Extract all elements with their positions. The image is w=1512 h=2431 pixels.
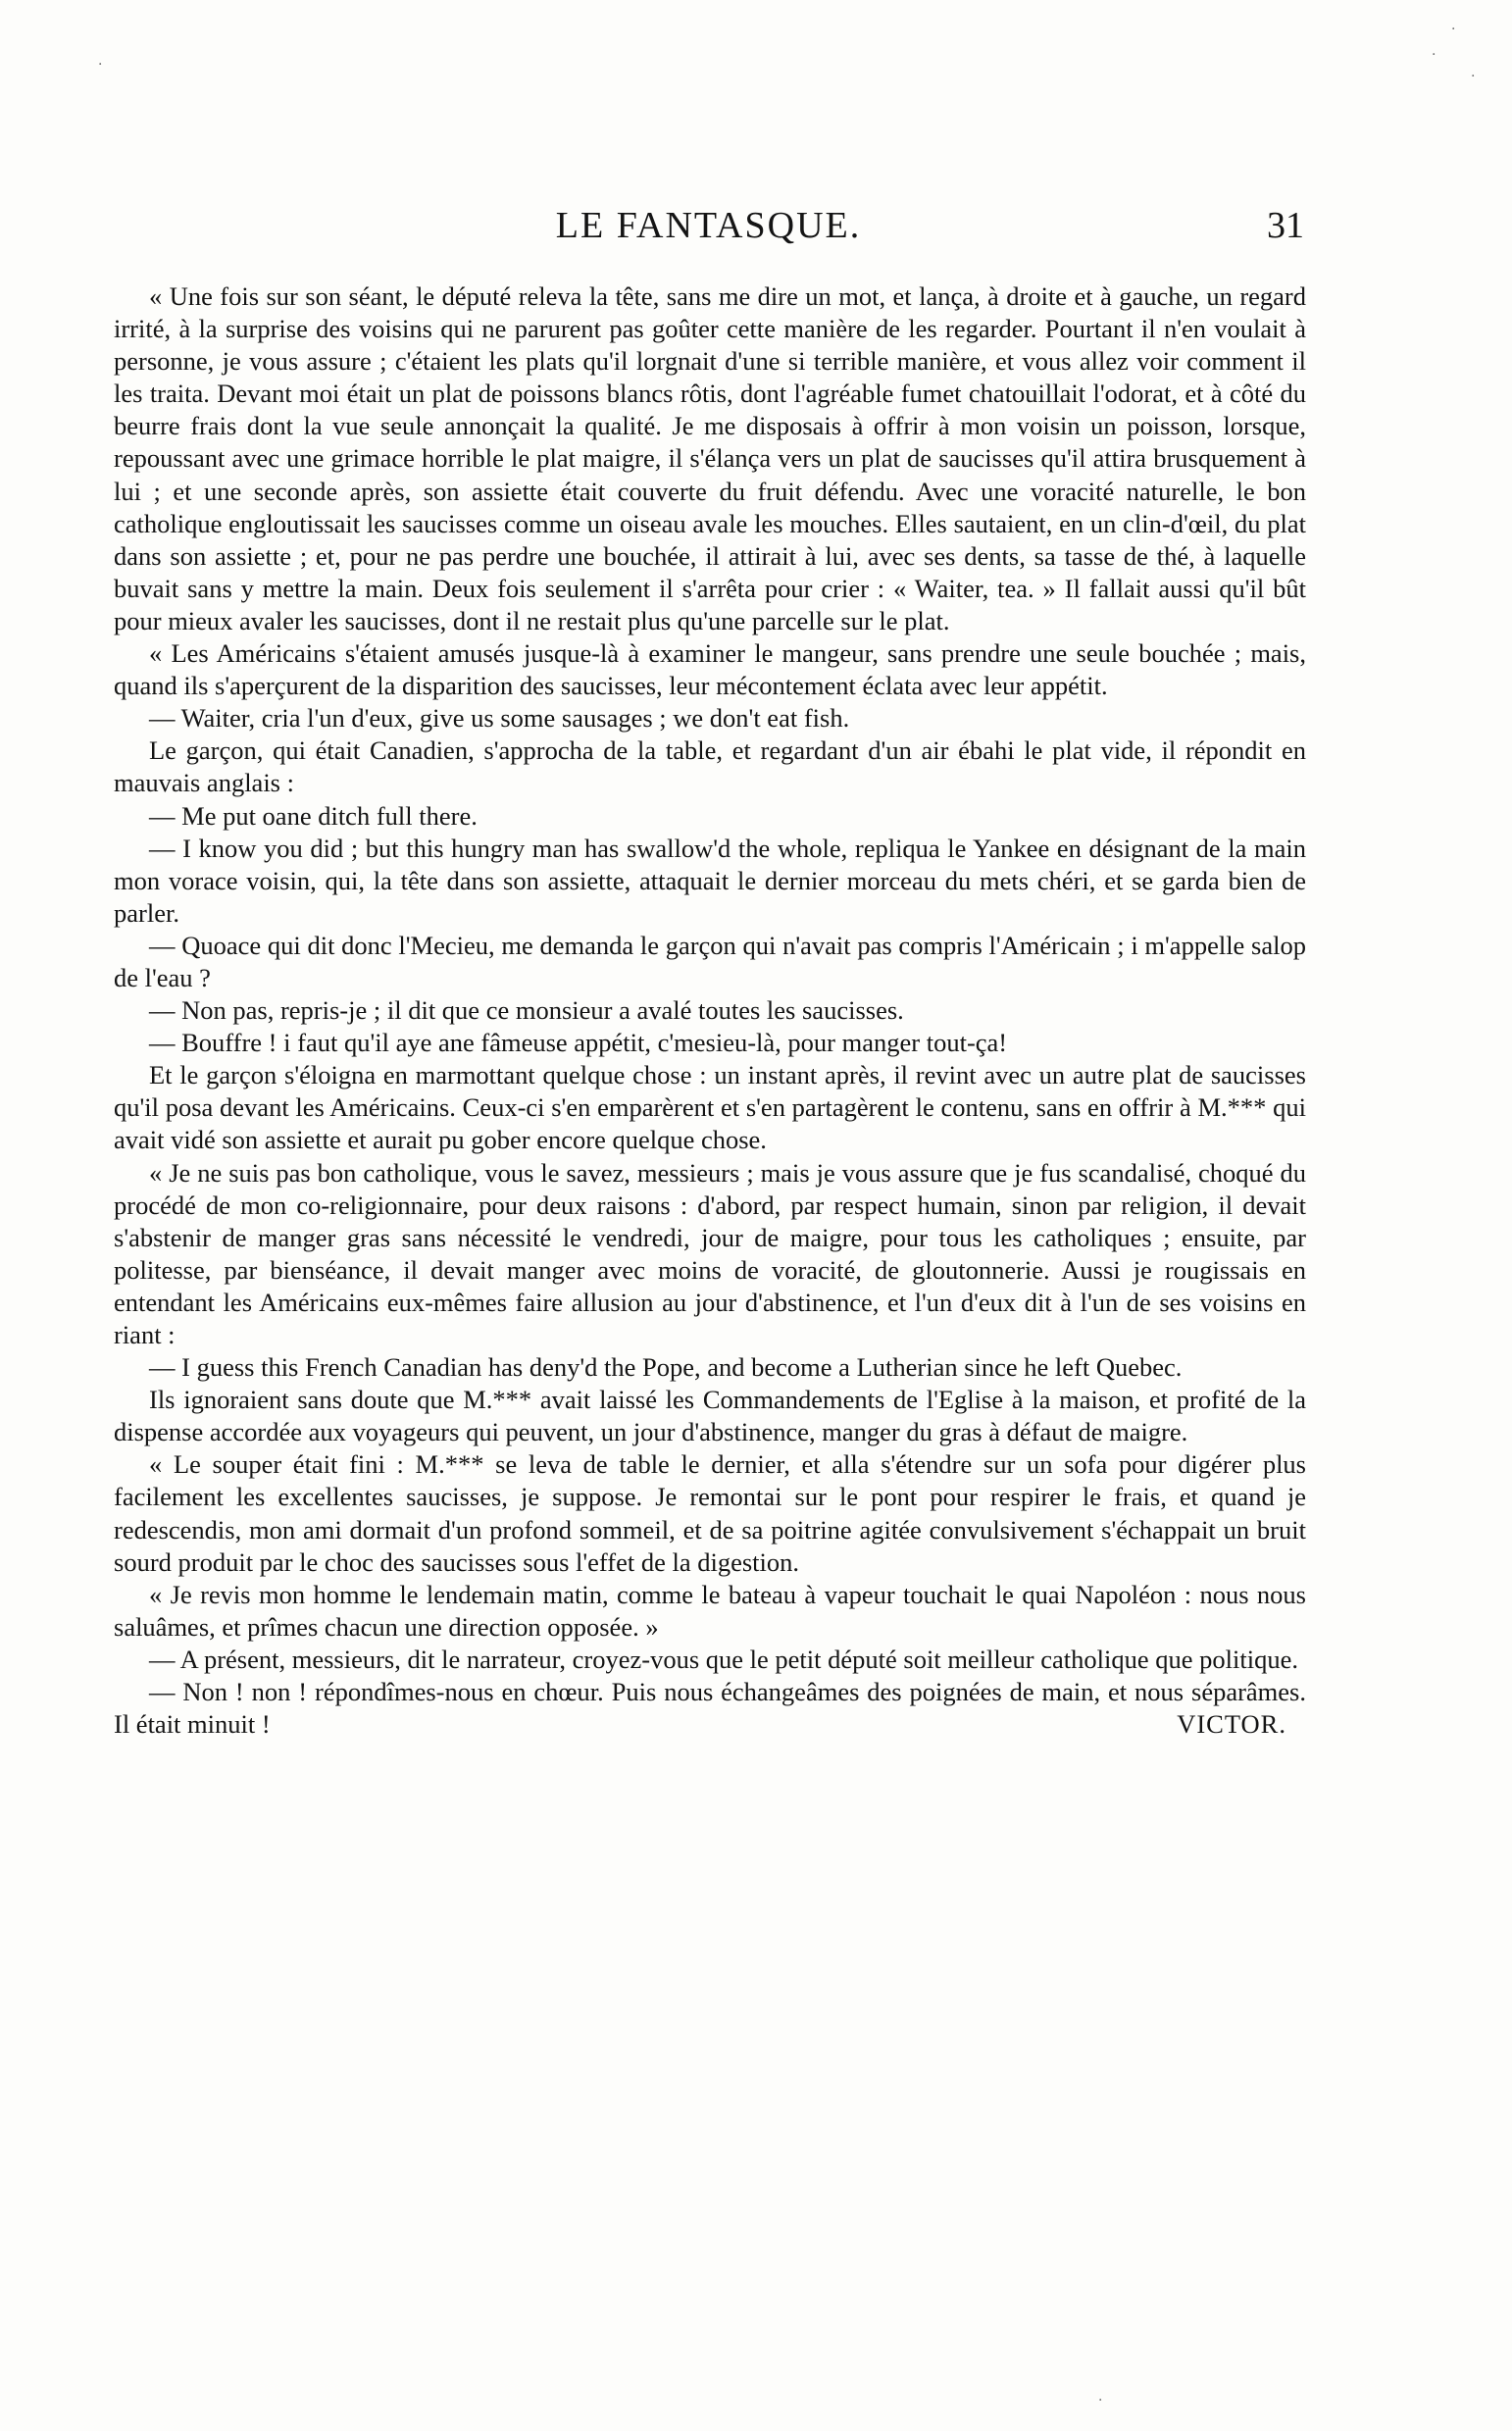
page-header: [113, 204, 1304, 263]
paragraph: « Les Américains s'étaient amusés jusque-là à examiner le mangeur, sans prendre une seule bouchée ; mais, quand ils s'aperçurent de la disparition des saucisses, leur mécontement éclata avec leur appétit.: [114, 638, 1306, 701]
paragraph: « Je ne suis pas bon catholique, vous le savez, messieurs ; mais je vous assure que je fus scandalisé, choqué du procédé de mon co-religionnaire, pour deux raisons : d'abord, par respect humain, sinon par religion, il devait s'abstenir de manger gras sans nécessité le vendredi, jour de maigre, pour tous les catholiques ; ensuite, par politesse, par bienséance, il devait manger avec moins de voracité, de gloutonnerie. Aussi je rougissais en entendant les Américains eux-mêmes faire allusion au jour d'abstinence, et l'un d'eux dit à l'un de ses voisins en riant :: [114, 1157, 1306, 1349]
paragraph: — Waiter, cria l'un d'eux, give us some sausages ; we don't eat fish.: [149, 703, 850, 734]
paragraph: « Une fois sur son séant, le député releva la tête, sans me dire un mot, et lança, à droite et à gauche, un regard irrité, à la surprise des voisins qui ne parurent pas goûter cette manière de les regarder. Pourtant il n'en voulait à personne, je vous assure ; c'étaient les plats qu'il lorgnait d'une si terrible manière, et vous allez voir comment il les traita. Devant moi était un plat de poissons blancs rôtis, dont l'agréable fumet chatouillait l'odorat, et à côté du beurre frais dont la vue seule annonçait la qualité. Je me disposais à offrir à mon voisin un poisson, lorsque, repoussant avec une grimace horrible le plat maigre, il s'élança vers un plat de saucisses qu'il attira brusquement à lui ; et une seconde après, son assiette était couverte du fruit défendu. Avec une voracité naturelle, le bon catholique engloutissait les saucisses comme un oiseau avale les mouches. Elles sautaient, en un clin-d'œil, du plat dans son assiette ; et, pour ne pas perdre une bouchée, il attirait à lui, avec ses dents, sa tasse de thé, à laquelle buvait sans y mettre la main. Deux fois seulement il s'arrêta pour crier : « Waiter, tea. » Il fallait aussi qu'il bût pour mieux avaler les saucisses, dont il ne restait plus qu'une parcelle sur le plat.: [114, 281, 1306, 635]
paragraph: — Bouffre ! i faut qu'il aye ane fâmeuse appétit, c'mesieu-là, pour manger tout-ça!: [149, 1028, 1008, 1058]
paragraph: Ils ignoraient sans doute que M.*** avait laissé les Commandements de l'Eglise à la maison, et profité de la dispense accordée aux voyageurs qui peuvent, un jour d'abstinence, manger du gras à défaut de maigre.: [114, 1385, 1306, 1447]
page-number: 31: [1267, 205, 1304, 246]
print-speck: ·: [98, 57, 103, 73]
paragraph: « Le souper était fini : M.*** se leva de table le dernier, et alla s'étendre sur un sofa pour digérer plus facilement les excellentes saucisses, je suppose. Je remontai sur le pont pour respirer le frais, et quand je redescendis, mon ami dormait d'un profond sommeil, et de sa poitrine agitée convulsivement s'échappait un bruit sourd produit par le choc des saucisses sous l'effet de la digestion.: [114, 1449, 1306, 1577]
print-speck: ·: [1471, 69, 1476, 84]
paragraph: Et le garçon s'éloigna en marmottant quelque chose : un instant après, il revint avec un autre plat de saucisses qu'il posa devant les Américains. Ceux-ci s'en emparèrent et s'en partagèrent le contenu, sans en offrir à M.*** qui avait vidé son assiette et aurait pu gober encore quelque chose.: [114, 1060, 1306, 1155]
print-speck: ·: [1098, 2393, 1103, 2408]
author-signature: VICTOR.: [1177, 1709, 1286, 1740]
article-body: [114, 280, 1306, 1741]
paragraph: — Non ! non ! répondîmes-nous en chœur. Puis nous échangeâmes des poignées de main, et nous séparâmes. Il était minuit !: [114, 1677, 1306, 1740]
paragraph: — Quoace qui dit donc l'Mecieu, me demanda le garçon qui n'avait pas compris l'Américain ; i m'appelle salop de l'eau ?: [114, 930, 1306, 992]
paragraph: — Me put oane ditch full there.: [149, 800, 478, 831]
print-speck: ·: [1432, 47, 1436, 63]
running-title: LE FANTASQUE.: [555, 205, 862, 246]
paragraph: — Non pas, repris-je ; il dit que ce monsieur a avalé toutes les saucisses.: [149, 995, 904, 1026]
paragraph: Le garçon, qui était Canadien, s'approcha de la table, et regardant d'un air ébahi le plat vide, il répondit en mauvais anglais :: [114, 735, 1306, 798]
paragraph: — A présent, messieurs, dit le narrateur, croyez-vous que le petit député soit meilleur catholique que politique.: [149, 1644, 1298, 1674]
paragraph: — I guess this French Canadian has deny'd the Pope, and become a Lutherian since he left Quebec.: [149, 1352, 1183, 1383]
paragraph: — I know you did ; but this hungry man has swallow'd the whole, repliqua le Yankee en désignant de la main mon vorace voisin, qui, la tête dans son assiette, attaquait le dernier morceau du mets chéri, et se garda bien de parler.: [114, 833, 1306, 928]
print-speck: ·: [1451, 22, 1456, 37]
paragraph: « Je revis mon homme le lendemain matin, comme le bateau à vapeur touchait le quai Napoléon : nous nous saluâmes, et prîmes chacun une direction opposée. »: [114, 1579, 1306, 1642]
